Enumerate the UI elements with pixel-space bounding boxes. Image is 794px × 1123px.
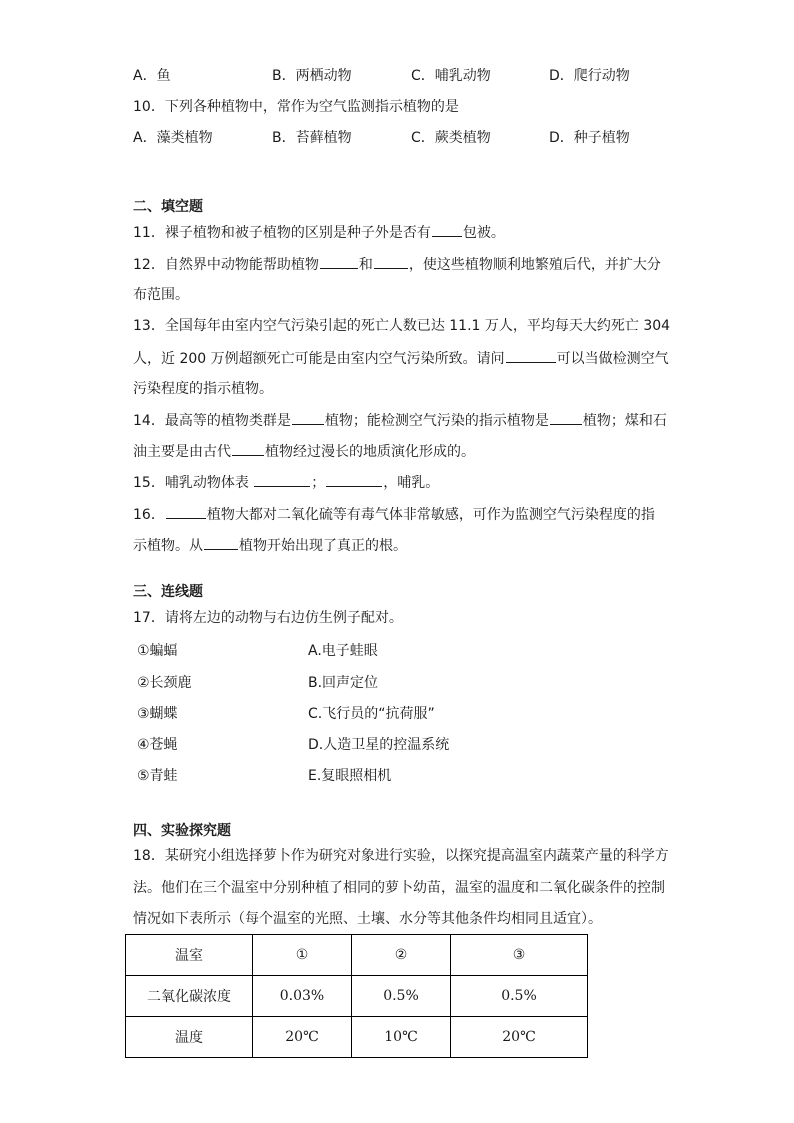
q16-line1 — [133, 504, 655, 525]
q10-option-c[interactable]: C．蕨类植物 — [411, 130, 491, 146]
table-header-cell: ② — [352, 935, 451, 976]
table-row — [126, 1017, 588, 1058]
q17-left-item[interactable]: ③蝴蝶 — [137, 706, 178, 722]
q15-blank-1[interactable] — [254, 472, 310, 487]
q17-right-item[interactable]: C.飞行员的“抗荷服” — [308, 706, 435, 722]
q15 — [133, 472, 439, 493]
q13-blank[interactable] — [506, 348, 556, 363]
q14-text-c: 植物；煤和石 — [582, 413, 667, 429]
q15-text-b: ； — [311, 475, 326, 491]
q17-left-item[interactable]: ④苍蝇 — [137, 737, 178, 753]
table-cell: 二氧化碳浓度 — [126, 976, 253, 1017]
table-cell: 0.5% — [352, 976, 451, 1017]
q14-text-b: 植物；能检测空气污染的指示植物是 — [324, 413, 549, 429]
q14-line2 — [133, 441, 475, 462]
q10-option-b[interactable]: B．苔藓植物 — [272, 130, 352, 146]
table-row — [126, 976, 588, 1017]
q16-blank-2[interactable] — [204, 535, 238, 550]
q17-left-item[interactable]: ⑤青蛙 — [137, 768, 178, 784]
q17-row — [137, 735, 557, 755]
q17-right-item[interactable]: A.电子蛙眼 — [308, 643, 378, 659]
experiment-table — [125, 934, 588, 1058]
q13-text-b: 可以当做检测空气 — [556, 351, 669, 367]
table-header-row — [126, 935, 588, 976]
q11 — [133, 222, 505, 243]
q17-right-item[interactable]: E.复眼照相机 — [308, 768, 392, 784]
q14-text-d: 油主要是由古代 — [133, 444, 231, 460]
q13-text-a: 人，近 200 万例超额死亡可能是由室内空气污染所致。请问 — [133, 351, 505, 367]
table-header-cell: ① — [253, 935, 352, 976]
q9-option-a[interactable]: A．鱼 — [133, 68, 171, 84]
q12-blank-2[interactable] — [374, 254, 408, 269]
q10-option-a[interactable]: A．藻类植物 — [133, 130, 213, 146]
q14-line1 — [133, 410, 667, 431]
q10-option-d[interactable]: D．种子植物 — [549, 130, 630, 146]
q16-text-a: 16． — [133, 507, 165, 523]
q11-text-b: 包被。 — [462, 225, 505, 241]
q9-options — [133, 66, 693, 86]
table-header-cell: ③ — [451, 935, 588, 976]
q12-text-b: 和 — [358, 257, 373, 273]
table-cell: 10℃ — [352, 1017, 451, 1058]
table-cell: 20℃ — [451, 1017, 588, 1058]
q17-left-item[interactable]: ①蝙蝠 — [137, 643, 178, 659]
q17-row — [137, 766, 557, 786]
q17-row — [137, 673, 557, 693]
q17-row — [137, 641, 557, 661]
q16-text-d: 植物开始出现了真正的根。 — [239, 538, 407, 554]
q14-blank-1[interactable] — [292, 410, 324, 425]
q17-stem: 17．请将左边的动物与右边仿生例子配对。 — [133, 610, 403, 626]
q14-text-a: 14．最高等的植物类群是 — [133, 413, 291, 429]
q17-right-item[interactable]: B.回声定位 — [308, 675, 379, 691]
table-cell: 20℃ — [253, 1017, 352, 1058]
q11-text-a: 11．裸子植物和被子植物的区别是种子外是否有 — [133, 225, 431, 241]
section-matching-title: 三、连线题 — [133, 584, 203, 600]
q9-option-d[interactable]: D．爬行动物 — [549, 68, 630, 84]
q9-option-b[interactable]: B．两栖动物 — [272, 68, 352, 84]
q16-blank-1[interactable] — [166, 504, 206, 519]
q15-text-a: 15．哺乳动物体表 — [133, 475, 249, 491]
q17-left-item[interactable]: ②长颈鹿 — [137, 675, 192, 691]
q13-line1: 13．全国每年由室内空气污染引起的死亡人数已达 11.1 万人，平均每天大约死亡 304 — [133, 318, 671, 334]
q9-option-c[interactable]: C．哺乳动物 — [411, 68, 491, 84]
q14-text-e: 植物经过漫长的地质演化形成的。 — [265, 444, 475, 460]
q18-line2: 法。他们在三个温室中分别种植了相同的萝卜幼苗，温室的温度和二氧化碳条件的控制 — [133, 880, 665, 896]
q16-text-b: 植物大都对二氧化硫等有毒气体非常敏感，可作为监测空气污染程度的指 — [206, 507, 655, 523]
table-header-cell: 温室 — [126, 935, 253, 976]
q14-blank-3[interactable] — [232, 441, 264, 456]
section-fill-in-title: 二、填空题 — [133, 199, 203, 215]
q12-line2: 布范围。 — [133, 287, 189, 303]
q12-blank-1[interactable] — [320, 254, 358, 269]
q14-blank-2[interactable] — [550, 410, 582, 425]
q18-line3: 情况如下表所示（每个温室的光照、土壤、水分等其他条件均相同且适宜）。 — [133, 911, 602, 927]
q17-right-item[interactable]: D.人造卫星的控温系统 — [308, 737, 450, 753]
q18-line1: 18．某研究小组选择萝卜作为研究对象进行实验，以探究提高温室内蔬菜产量的科学方 — [133, 848, 669, 864]
q13-line3: 污染程度的指示植物。 — [133, 381, 273, 397]
q12-line1 — [133, 254, 661, 275]
q10-options — [133, 128, 693, 148]
table-cell: 0.5% — [451, 976, 588, 1017]
q12-text-c: ，使这些植物顺利地繁殖后代，并扩大分 — [408, 257, 661, 273]
table-cell: 温度 — [126, 1017, 253, 1058]
section-experiment-title: 四、实验探究题 — [133, 823, 231, 839]
q12-text-a: 12．自然界中动物能帮助植物 — [133, 257, 319, 273]
q16-text-c: 示植物。从 — [133, 538, 203, 554]
q11-blank[interactable] — [432, 222, 462, 237]
q15-text-c: ，哺乳。 — [383, 475, 440, 491]
q16-line2 — [133, 535, 407, 556]
table-cell: 0.03% — [253, 976, 352, 1017]
q15-blank-2[interactable] — [326, 472, 382, 487]
q17-row — [137, 704, 557, 724]
q10-stem: 10．下列各种植物中，常作为空气监测指示植物的是 — [133, 99, 459, 115]
q13-line2 — [133, 348, 669, 369]
